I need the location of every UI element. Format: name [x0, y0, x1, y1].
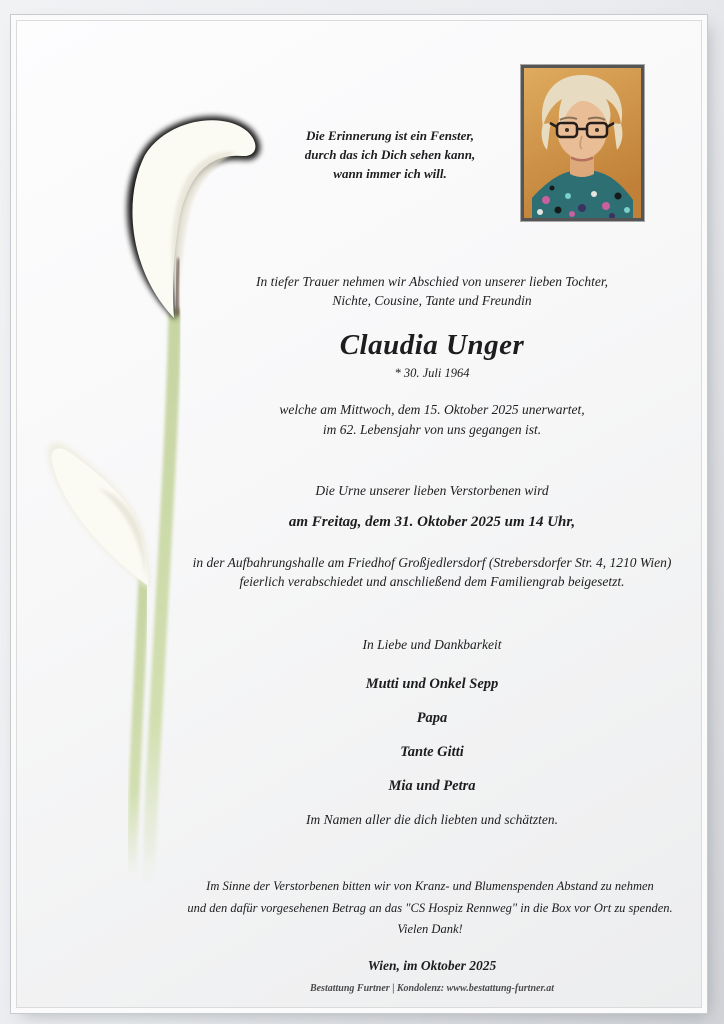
funeral-location	[165, 553, 699, 591]
quote-line: wann immer ich will.	[333, 166, 447, 181]
funeral-datetime: am Freitag, dem 31. Oktober 2025 um 14 Uhr,	[288, 514, 576, 530]
death-info	[165, 400, 699, 440]
birth-date: * 30. Juli 1964	[394, 366, 470, 380]
deceased-name: Claudia Unger	[339, 329, 525, 361]
funeral-location-line: feierlich verabschiedet und anschließend dem Familiengrab beigesetzt.	[239, 574, 625, 589]
death-info-line: welche am Mittwoch, dem 15. Oktober 2025 unerwartet,	[279, 402, 585, 417]
donation-note-line: und den dafür vorgesehenen Betrag an das "CS Hospiz Rennweg" in die Box vor Ort zu spenden.	[187, 900, 673, 915]
funeral-home-footer: Bestattung Furtner | Kondolenz: www.bestattung-furtner.at	[309, 983, 555, 994]
intro-line: In tiefer Trauer nehmen wir Abschied von unserer lieben Tochter,	[256, 274, 608, 289]
donation-note-line: Im Sinne der Verstorbenen bitten wir von Kranz- und Blumenspenden Abstand zu nehmen	[206, 879, 654, 893]
place-date: Wien, im Oktober 2025	[367, 958, 497, 973]
death-info-line: im 62. Lebensjahr von uns gegangen ist.	[322, 422, 542, 437]
donation-note	[150, 876, 710, 941]
funeral-location-line: in der Aufbahrungshalle am Friedhof Großjedlersdorf (Strebersdorfer Str. 4, 1210 Wien)	[192, 555, 672, 570]
quote-line: Die Erinnerung ist ein Fenster,	[306, 128, 474, 143]
donation-note-line: Vielen Dank!	[397, 922, 463, 936]
intro-line: Nichte, Cousine, Tante und Freundin	[332, 293, 532, 308]
mourner-name: Mutti und Onkel Sepp	[365, 676, 499, 692]
mourner-name: Tante Gitti	[400, 744, 464, 760]
mourner-name: Papa	[416, 710, 448, 726]
quote-line: durch das ich Dich sehen kann,	[304, 147, 476, 162]
urn-line: Die Urne unserer lieben Verstorbenen wird	[315, 483, 549, 498]
intro-text	[165, 272, 699, 310]
mourners-list	[165, 676, 699, 812]
memorial-quote	[235, 126, 545, 183]
gratitude-line: In Liebe und Dankbarkeit	[362, 637, 502, 652]
closing-line: Im Namen aller die dich liebten und schätzten.	[306, 812, 558, 827]
mourner-name: Mia und Petra	[388, 778, 476, 794]
